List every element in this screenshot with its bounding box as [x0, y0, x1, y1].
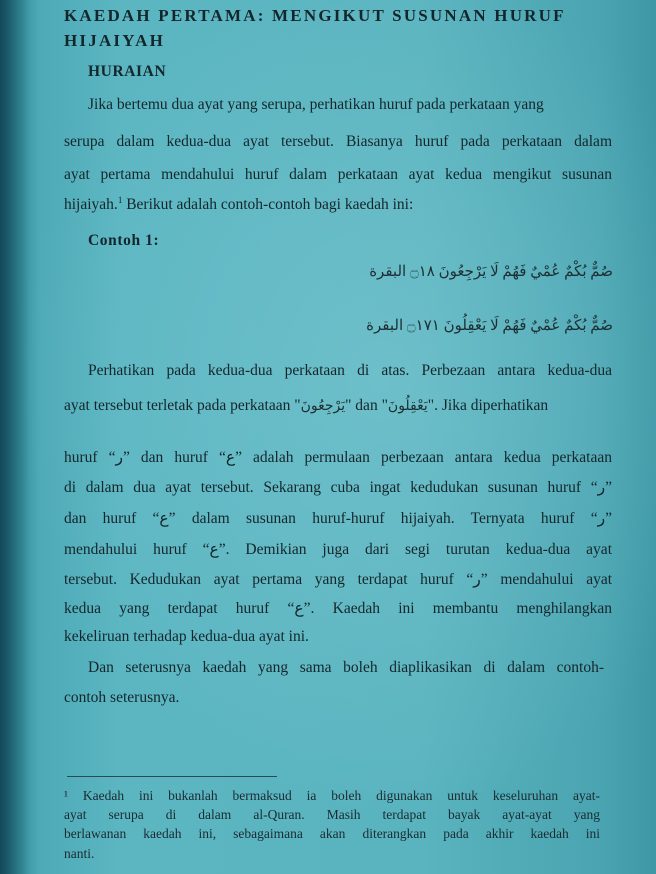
para2-line-3: huruf “ر” dan huruf “ع” adalah permulaan perbezaan antara kedua perkataan	[64, 449, 612, 466]
para2-line-2	[64, 397, 548, 415]
para1-line-2: serupa dalam kedua-dua ayat tersebut. Biasanya huruf pada perkataan dalam	[64, 133, 612, 150]
chapter-heading-line-1: KAEDAH PERTAMA: MENGIKUT SUSUNAN HURUF	[64, 6, 566, 25]
footnote-line-3: berlawanan kaedah ini, sebagaimana akan diterangkan pada akhir kaedah ini	[64, 826, 600, 841]
chapter-heading-line-2: HIJAIYAH	[64, 31, 166, 50]
para2-line-4: di dalam dua ayat tersebut. Sekarang cuba ingat kedudukan susunan huruf “ر”	[64, 479, 612, 496]
arabic-verse-2: صُمٌّ بُكْمٌ عُمْيٌ فَهُمْ لَا يَعْقِلُونَ ۝١٧١ البقرة	[366, 318, 613, 334]
footnote-ref-1[interactable]: 1	[117, 194, 123, 205]
arabic-word-yaqilun: يَعْقِلُونَ	[387, 399, 428, 414]
page-gutter-shadow	[0, 0, 30, 874]
para1-line-4-end: Berikut adalah contoh-contoh bagi kaedah ini:	[122, 196, 414, 213]
para3-line-2: contoh seterusnya.	[64, 689, 180, 706]
para3-line-1: Dan seterusnya kaedah yang sama boleh diaplikasikan di dalam contoh-	[88, 659, 604, 676]
para1-line-4	[64, 196, 413, 214]
para1-line-3: ayat pertama mendahului huruf dalam perkataan ayat kedua mengikut susunan	[64, 166, 612, 183]
arabic-word-yarjiun: يَرْجِعُونَ	[300, 399, 346, 414]
para2-line-2-mid: " dan "	[345, 397, 388, 414]
para2-line-8: kedua yang terdapat huruf “ع”. Kaedah ini membantu menghilangkan	[64, 600, 612, 617]
para2-line-9: kekeliruan terhadap kedua-dua ayat ini.	[64, 628, 309, 645]
para2-line-1: Perhatikan pada kedua-dua perkataan di atas. Perbezaan antara kedua-dua	[88, 362, 612, 379]
footnote-divider	[67, 776, 277, 777]
para1-line-4-start: hijaiyah.	[64, 196, 118, 213]
para2-line-6: mendahului huruf “ع”. Demikian juga dari segi turutan kedua-dua ayat	[64, 541, 612, 558]
arabic-verse-1: صُمٌّ بُكْمٌ عُمْيٌ فَهُمْ لَا يَرْجِعُونَ ۝١٨ البقرة	[369, 264, 613, 280]
footnote-line-4: nanti.	[64, 846, 95, 861]
para1-line-1: Jika bertemu dua ayat yang serupa, perhatikan huruf pada perkataan yang	[88, 96, 544, 113]
para2-line-7: tersebut. Kedudukan ayat pertama yang terdapat huruf “ر” mendahului ayat	[64, 571, 613, 588]
footnote-line-2: ayat serupa di dalam al-Quran. Masih terdapat bayak ayat-ayat yang	[64, 807, 600, 822]
para2-line-2-end: ". Jika diperhatikan	[427, 397, 549, 414]
para2-line-2-start: ayat tersebut terletak pada perkataan "	[64, 397, 301, 414]
example-label: Contoh 1:	[88, 232, 160, 249]
section-subheading: HURAIAN	[88, 63, 167, 80]
footnote-line-1: ¹ Kaedah ini bukanlah bermaksud ia boleh digunakan untuk keseluruhan ayat-	[64, 788, 600, 803]
para2-line-5: dan huruf “ع” dalam susunan huruf-huruf hijaiyah. Ternyata huruf “ر”	[64, 510, 612, 527]
